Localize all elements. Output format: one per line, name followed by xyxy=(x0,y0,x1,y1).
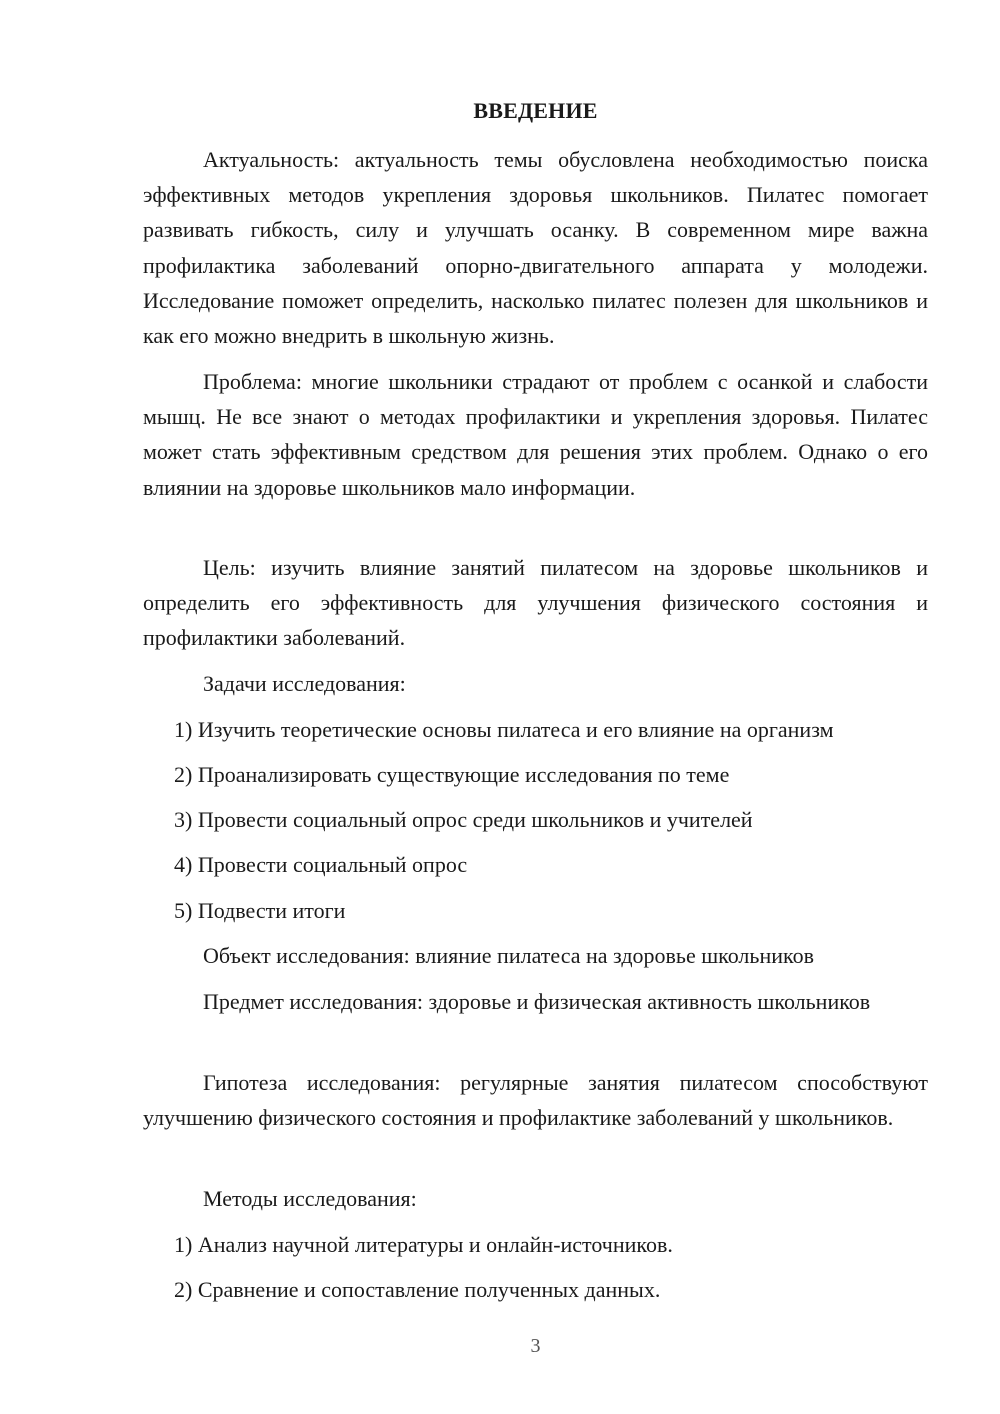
task-item-5: 5) Подвести итоги xyxy=(174,898,346,923)
method-item-2: 2) Сравнение и сопоставление полученных данных. xyxy=(174,1277,661,1302)
document-page xyxy=(143,0,928,1414)
problem-paragraph: Проблема: многие школьники страдают от проблем с осанкой и слабости мышц. Не все знают о методах профилактики и укрепления здоровья. Пилатес может стать эффективным средством для решения этих проблем. Однако о его влиянии на здоровье школьников мало информации. xyxy=(143,369,928,500)
goal-paragraph: Цель: изучить влияние занятий пилатесом на здоровье школьников и определить его эффективность для улучшения физического состояния и профилактики заболеваний. xyxy=(143,555,928,651)
object-paragraph: Объект исследования: влияние пилатеса на здоровье школьников xyxy=(203,943,814,968)
tasks-title: Задачи исследования: xyxy=(203,671,406,696)
method-item-1: 1) Анализ научной литературы и онлайн-источников. xyxy=(174,1232,673,1257)
task-item-3: 3) Провести социальный опрос среди школьников и учителей xyxy=(174,807,753,832)
subject-paragraph: Предмет исследования: здоровье и физическая активность школьников xyxy=(203,989,871,1014)
section-heading: ВВЕДЕНИЕ xyxy=(473,98,598,123)
hypothesis-paragraph: Гипотеза исследования: регулярные занятия пилатесом способствуют улучшению физического состояния и профилактике заболеваний у школьников. xyxy=(143,1070,928,1131)
relevance-paragraph: Актуальность: актуальность темы обусловлена необходимостью поиска эффективных методов укрепления здоровья школьников. Пилатес помогает развивать гибкость, силу и улучшать осанку. В современном мире важна профилактика заболеваний опорно-двигательного аппарата у молодежи. Исследование поможет определить, насколько пилатес полезен для школьников и как его можно внедрить в школьную жизнь. xyxy=(143,147,928,349)
task-item-4: 4) Провести социальный опрос xyxy=(174,852,468,877)
task-item-1: 1) Изучить теоретические основы пилатеса и его влияние на организм xyxy=(174,717,834,742)
task-item-2: 2) Проанализировать существующие исследования по теме xyxy=(174,762,730,787)
methods-title: Методы исследования: xyxy=(203,1186,417,1211)
page-number: 3 xyxy=(530,1335,541,1357)
